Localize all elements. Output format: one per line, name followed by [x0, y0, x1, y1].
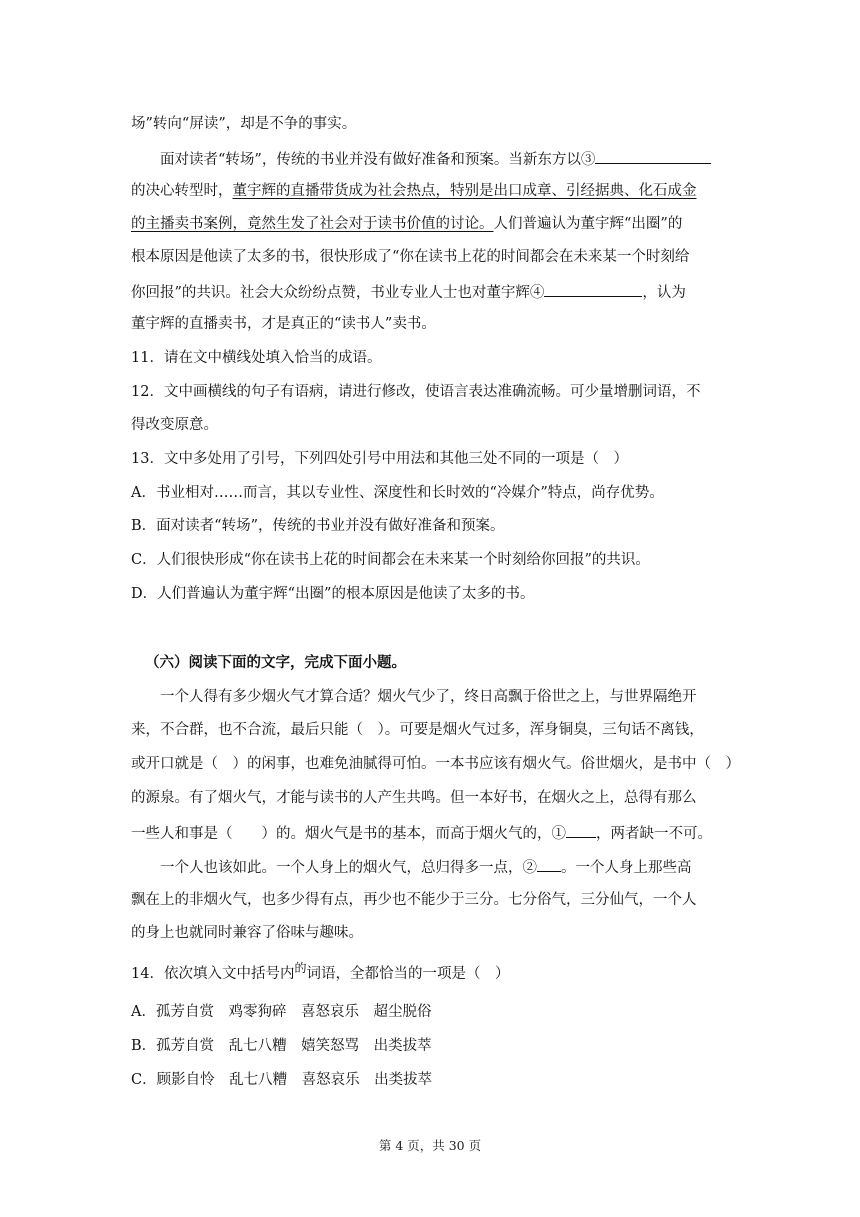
page-number-footer: 第 4 页，共 30 页	[378, 1138, 482, 1153]
answer-blank-2[interactable]	[537, 856, 561, 872]
passage-text: 的决心转型时，	[131, 183, 233, 199]
passage-line	[131, 214, 731, 234]
passage-line	[131, 181, 731, 201]
question-11: 11．请在文中横线处填入恰当的成语。	[131, 350, 382, 366]
underlined-sentence: 董宇辉的直播带货成为社会热点，特别是出口成章、引经据典、化石成金	[232, 183, 697, 199]
passage-line: 飘在上的非烟火气，也多少得有点，再少也不能少于三分。七分俗气，三分仙气，一个人	[131, 892, 697, 908]
question-text: 14．依次填入文中括号内	[131, 966, 295, 982]
option-a: A．孤芳自赏 鸡零狗碎 喜怒哀乐 超尘脱俗	[131, 1004, 432, 1020]
passage-line	[131, 822, 731, 844]
passage-line: 根本原因是他读了太多的书，很快形成了“你在读书上花的时间都会在未来某一个时刻给	[131, 249, 690, 265]
passage-text: 你回报”的共识。社会大众纷纷点赞，书业专业人士也对董宇辉④	[131, 285, 545, 301]
passage-line: 一个人得有多少烟火气才算合适？烟火气少了，终日高飘于俗世之上，与世界隔绝开	[160, 689, 697, 705]
passage-line: 场”转向“屏读”，却是不争的事实。	[131, 116, 357, 132]
answer-blank-1[interactable]	[566, 822, 596, 838]
answer-blank-4[interactable]	[544, 281, 642, 297]
passage-line	[160, 856, 731, 878]
passage-text: ，认为	[642, 285, 686, 301]
passage-line: 董宇辉的直播卖书，才是真正的“读书人”卖书。	[131, 316, 436, 332]
passage-line: 来，不合群，也不合流，最后只能（ ）。可要是烟火气过多，浑身铜臭，三句话不离钱，	[131, 722, 704, 738]
passage-text: 。一个人身上那些高	[561, 860, 692, 876]
passage-line	[160, 148, 731, 170]
passage-text: 人们普遍认为董宇辉“出圈”的	[493, 216, 683, 232]
question-14	[131, 961, 731, 984]
option-d: D．人们普遍认为董宇辉“出圈”的根本原因是他读了太多的书。	[131, 586, 535, 602]
option-b: B．孤芳自赏 乱七八糟 嬉笑怒骂 出类拔萃	[131, 1038, 432, 1054]
question-12-cont: 得改变原意。	[131, 417, 218, 433]
passage-line: 或开口就是（ ）的闲事，也难免油腻得可怕。一本书应该有烟火气。俗世烟火，是书中（ ）	[131, 756, 740, 772]
question-text: 的	[294, 961, 307, 975]
passage-line: 的源泉。有了烟火气，才能与读书的人产生共鸣。但一本好书，在烟火之上，总得有那么	[131, 790, 697, 806]
option-c: C．顾影自怜 乱七八糟 喜怒哀乐 出类拔萃	[131, 1072, 433, 1088]
question-text: 词语，全都恰当的一项是（ ）	[306, 966, 510, 982]
answer-blank-3[interactable]	[595, 148, 711, 164]
passage-text: 一个人也该如此。一个人身上的烟火气，总归得多一点，②	[160, 860, 537, 876]
question-12: 12．文中画横线的句子有语病，请进行修改，使语言表达准确流畅。可少量增删词语，不	[131, 384, 701, 400]
section-title: （六）阅读下面的文字，完成下面小题。	[145, 654, 406, 671]
passage-line: 的身上也就同时兼容了俗味与趣味。	[131, 925, 363, 941]
option-b: B．面对读者“转场”，传统的书业并没有做好准备和预案。	[131, 518, 505, 534]
option-c: C．人们很快形成“你在读书上花的时间都会在未来某一个时刻给你回报”的共识。	[131, 552, 650, 568]
question-13: 13．文中多处用了引号，下列四处引号中用法和其他三处不同的一项是（ ）	[131, 451, 628, 467]
passage-text: 面对读者“转场”，传统的书业并没有做好准备和预案。当新东方以③	[160, 152, 596, 168]
passage-text: ，两者缺一不可。	[596, 826, 712, 842]
passage-line	[131, 281, 731, 303]
underlined-sentence: 的主播卖书案例，竟然生发了社会对于读书价值的讨论。	[131, 216, 494, 232]
option-a: A．书业相对……而言，其以专业性、深度性和长时效的“冷媒介”特点，尚存优势。	[131, 485, 664, 501]
passage-text: 一些人和事是（ ）的。烟火气是书的基本，而高于烟火气的，①	[131, 826, 566, 842]
